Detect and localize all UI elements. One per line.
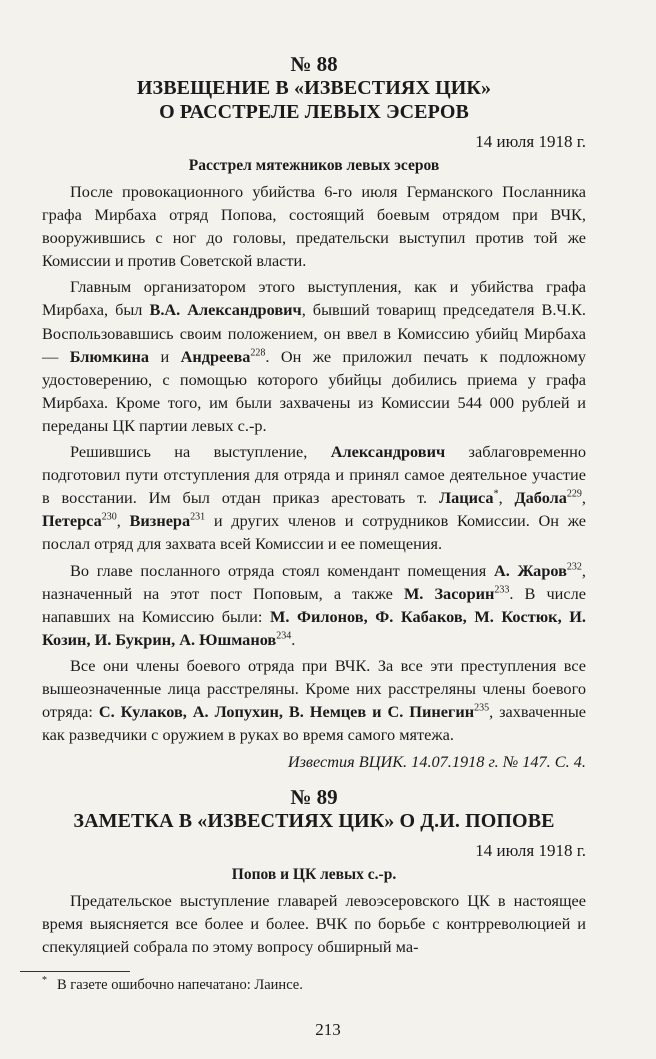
document-title-line-2: О РАССТРЕЛЕ ЛЕВЫХ ЭСЕРОВ — [159, 101, 469, 123]
person-names-list: М. Филонов, Ф. Кабаков, М. Костюк, И. Козин, И. Букрин, А. Юшманов — [42, 606, 586, 649]
document-date: 14 июля 1918 г. — [475, 132, 586, 151]
document-title-line-1: ИЗВЕЩЕНИЕ В «ИЗВЕСТИЯХ ЦИК» — [136, 77, 492, 99]
source-citation: Известия ВЦИК. 14.07.1918 г. № 147. С. 4. — [287, 752, 586, 772]
person-name: Лациса — [438, 488, 494, 508]
person-name: Блюмкина — [69, 346, 150, 366]
note-ref: 235 — [474, 702, 490, 714]
person-names-list: С. Кулаков, А. Лопухин, В. Немцев и С. Пинегин — [98, 702, 475, 722]
note-ref: 232 — [566, 561, 582, 573]
person-name: Александрович — [330, 442, 446, 462]
note-ref: 234 — [276, 630, 292, 642]
note-ref: * — [493, 488, 499, 500]
article-heading: Попов и ЦК левых с.-р. — [231, 866, 397, 884]
document-number: № 88 — [290, 52, 338, 76]
person-name: Петерса — [42, 511, 102, 531]
page-content — [42, 52, 586, 962]
note-ref: 233 — [494, 584, 510, 596]
article-heading: Расстрел мятежников левых эсеров — [188, 157, 440, 174]
note-ref: 229 — [566, 488, 582, 500]
paragraph-2: Главным организатором этого выступления, как и убийства графа Мирбаха, был В.А. Александрович, бывший товарищ председателя В.Ч.К. Воспользовавшись своим положением, он ввел в Комиссию убийц Мирбаха — Блюмкина и Андреева$^{228}$. Он же приложил печать к подложному удостоверению, с помощью которого убийцы добились приема у графа Мирбаха. Кроме того, им были захвачены из Комиссии 544 000 рублей и переданы ЦК партии левых с.-р. — [42, 277, 587, 435]
person-name: В.А. Александрович — [149, 300, 302, 320]
page-number: 213 — [315, 1020, 341, 1039]
person-name: Дабола — [514, 488, 567, 508]
person-name: М. Засорин — [403, 583, 495, 603]
footnote-text: В газете ошибочно напечатано: Лаинсе. — [57, 977, 303, 993]
footnote-divider — [20, 971, 130, 972]
person-name: А. Жаров — [493, 560, 567, 580]
paragraph-1: Предательское выступление главарей левоэсеровского ЦК в настоящее время выясняется все более и более. ВЧК по борьбе с контрреволюцией и спекуляцией собрала по этому вопросу обширный ма- — [42, 891, 586, 957]
footnote-marker: * — [42, 975, 47, 987]
note-ref: 230 — [101, 511, 117, 523]
paragraph-5: Все они члены боевого отряда при ВЧК. За все эти преступления все вышеозначенные лица расстреляны. Кроме них расстреляны члены боевого отряда: С. Кулаков, А. Лопухин, В. Немцев и С. Пинегин$^{235}$, захваченные как разведчики с оружием в руках во время самого мятежа. — [42, 655, 586, 745]
person-name: Визнера — [129, 511, 191, 531]
paragraph-3: Решившись на выступление, Александрович заблаговременно подготовил пути отступления для отряда и принял самое деятельное участие в восстании. Им был отдан приказ арестовать т. Лациса*, Дабола$^{229}$, Петерса$^{230}$, Визнера$^{231}$ и других членов и сотрудников Комиссии. Он же послал отряд для захвата всей Комиссии и ее помещения. — [42, 442, 587, 554]
footnote — [42, 976, 303, 994]
paragraph-4: Во главе посланного отряда стоял комендант помещения А. Жаров$^{232}$, назначенный на этот пост Поповым, а также М. Засорин$^{233}$. В числе напавших на Комиссию были: М. Филонов, Ф. Кабаков, М. Костюк, И. Козин, И. Букрин, А. Юшманов$^{234}$. — [42, 560, 586, 649]
document-number: № 89 — [290, 785, 338, 810]
note-ref: 231 — [190, 511, 206, 523]
paragraph-1: После провокационного убийства 6-го июля Германского Посланника графа Мирбаха отряд Попова, состоящий боевым отрядом при ВЧК, вооружившись с ног до головы, предательски выступил против той же Комиссии и против Советской власти. — [42, 182, 586, 271]
note-ref: 228 — [250, 347, 266, 359]
document-title: ЗАМЕТКА В «ИЗВЕСТИЯХ ЦИК» О Д.И. ПОПОВЕ — [73, 810, 555, 833]
document-date: 14 июля 1918 г. — [475, 841, 586, 861]
person-name: Андреева — [180, 346, 251, 366]
